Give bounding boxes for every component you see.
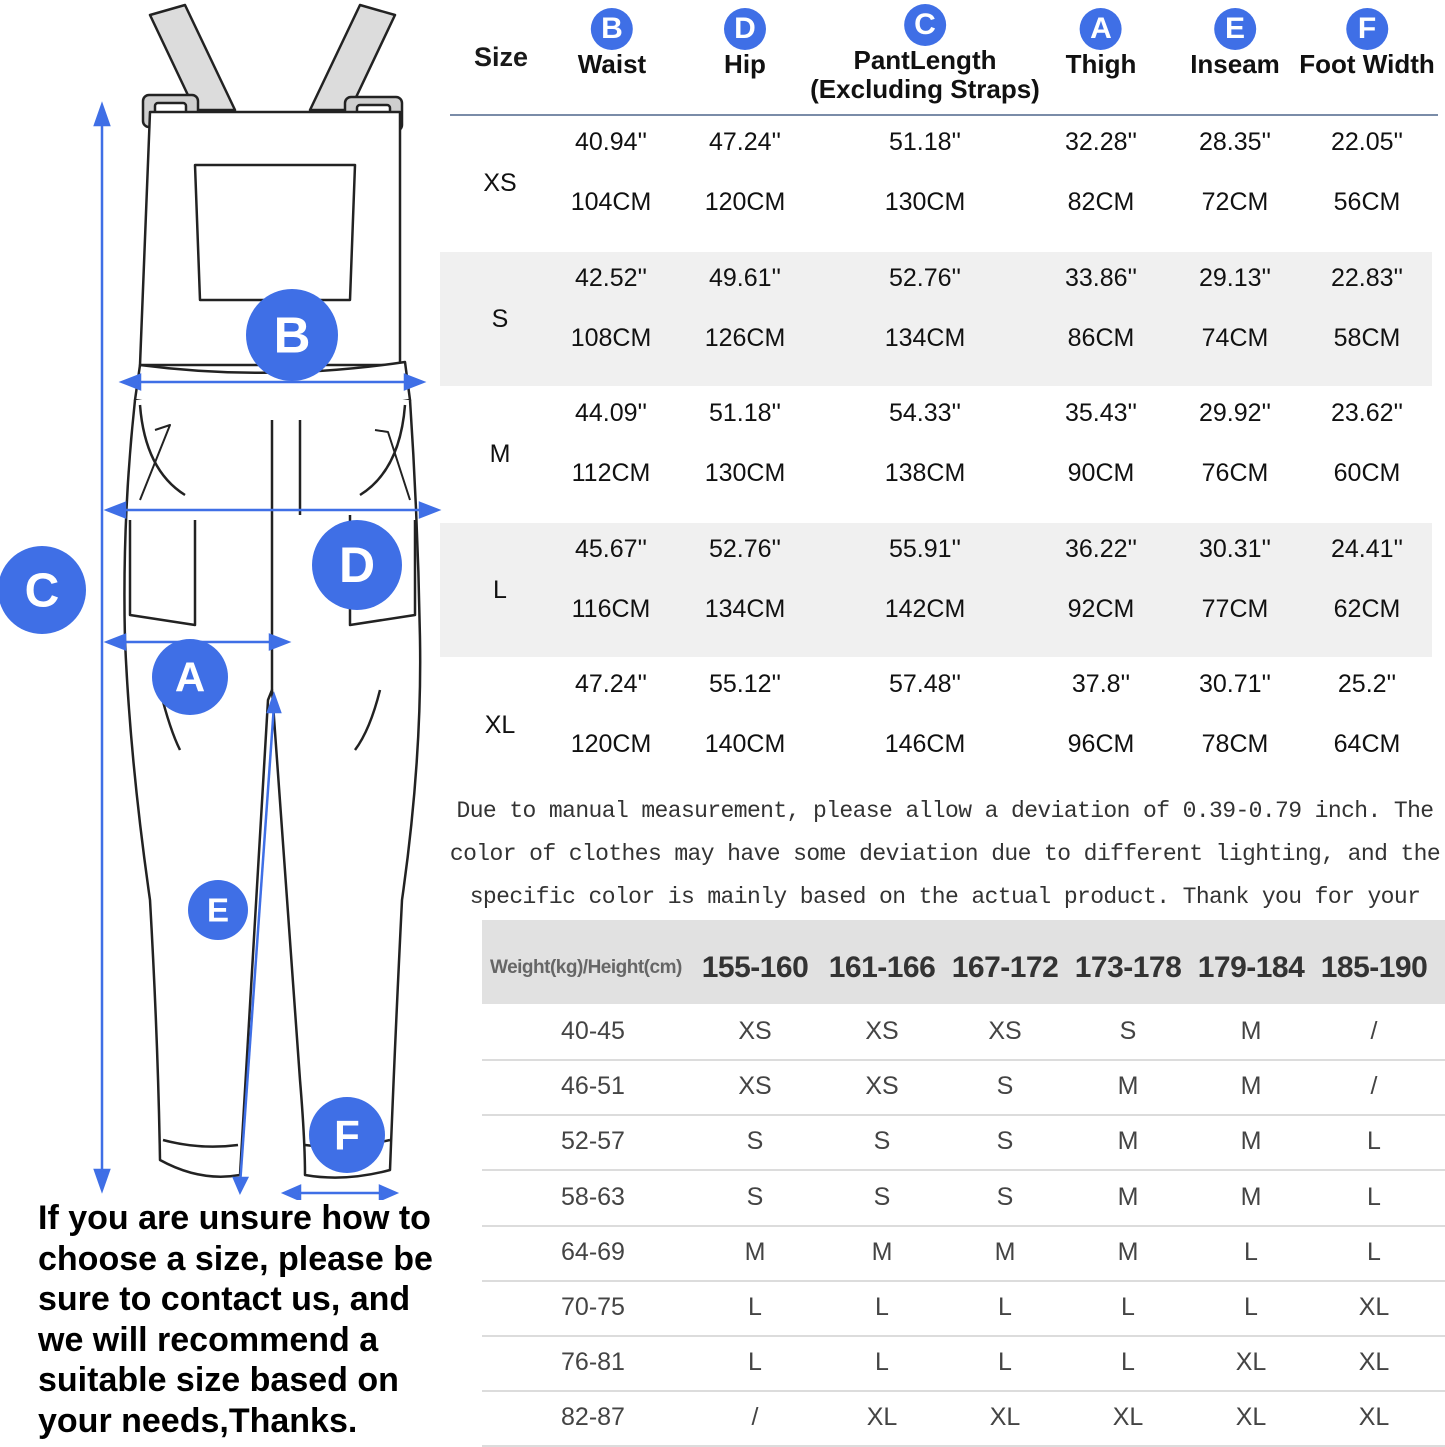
cm-value: 90CM <box>1067 459 1135 487</box>
recommended-size: M <box>1240 1127 1262 1156</box>
recommended-size: XL <box>1235 1403 1267 1432</box>
recommended-size: L <box>1121 1348 1135 1377</box>
weight-height-corner-label: Weight(kg)/Height(cm) <box>490 957 682 978</box>
recommended-size: XL <box>1358 1403 1390 1432</box>
size-name: M <box>489 440 511 468</box>
recommended-size: M <box>1117 1072 1139 1101</box>
inch-value: 52.76'' <box>888 263 962 292</box>
size-name: XL <box>484 711 516 739</box>
recommended-size: L <box>748 1348 762 1377</box>
cm-value: 116CM <box>571 594 651 623</box>
recommended-size: L <box>1367 1237 1381 1266</box>
cm-value: 126CM <box>704 323 786 352</box>
recommended-size: L <box>875 1293 889 1321</box>
size-row <box>440 116 1432 250</box>
weight-row <box>482 1390 1445 1447</box>
cm-value: 146CM <box>884 730 966 758</box>
recommended-size: S <box>996 1182 1014 1211</box>
column-label: Hip <box>724 49 766 79</box>
inch-value: 32.28'' <box>1064 128 1138 156</box>
recommended-size: S <box>746 1127 764 1156</box>
cm-value: 56CM <box>1333 188 1401 216</box>
recommended-size: XS <box>865 1017 899 1045</box>
recommended-size: / <box>1370 1017 1378 1045</box>
recommended-size: S <box>873 1182 891 1211</box>
weight-height-table-header <box>482 920 1445 1004</box>
weight-range: 70-75 <box>561 1293 625 1321</box>
cm-value: 60CM <box>1333 459 1401 487</box>
cm-value: 72CM <box>1201 188 1269 216</box>
recommended-size: S <box>996 1072 1014 1101</box>
recommended-size: XL <box>989 1403 1021 1432</box>
height-column-header: 155-160 <box>701 951 809 984</box>
height-column-header: 173-178 <box>1074 951 1182 984</box>
column-header-waist <box>578 0 646 79</box>
column-badge: A <box>1080 8 1122 50</box>
column-label: Thigh <box>1065 49 1137 79</box>
column-label: (Excluding Straps) <box>810 74 1040 104</box>
recommended-size: S <box>746 1182 764 1211</box>
inch-value: 54.33'' <box>888 399 962 427</box>
cm-value: 86CM <box>1067 323 1135 352</box>
badge-c-letter: C <box>24 564 60 618</box>
badge-f-letter: F <box>334 1111 360 1159</box>
cm-value: 134CM <box>884 323 966 352</box>
recommended-size: S <box>1119 1017 1137 1045</box>
column-badge: F <box>1346 8 1388 50</box>
inch-value: 30.71'' <box>1198 670 1272 698</box>
recommended-size: M <box>744 1237 766 1266</box>
recommended-size: M <box>1117 1127 1139 1156</box>
size-row <box>440 252 1432 386</box>
inch-value: 47.24'' <box>708 128 782 156</box>
size-name: L <box>493 575 507 604</box>
recommended-size: XL <box>1235 1348 1267 1377</box>
measurement-disclaimer: Due to manual measurement, please allow a deviation of 0.39-0.79 inch. The color of clothes may have some deviation due to different lighting, and the specific color is mainly based on the actual product. Thank you for your <box>449 798 1441 910</box>
weight-range: 64-69 <box>561 1237 625 1266</box>
inch-value: 55.91'' <box>888 534 962 563</box>
cm-value: 62CM <box>1333 594 1401 623</box>
weight-row <box>482 1335 1445 1392</box>
cm-value: 58CM <box>1333 323 1401 352</box>
cm-value: 104CM <box>570 188 652 216</box>
inch-value: 36.22'' <box>1064 534 1138 563</box>
inch-value: 33.86'' <box>1064 263 1138 292</box>
recommended-size: L <box>748 1293 762 1321</box>
inch-value: 28.35'' <box>1198 128 1272 156</box>
cm-value: 78CM <box>1201 730 1269 758</box>
column-header-pantlength <box>810 0 1040 104</box>
weight-range: 76-81 <box>561 1348 625 1377</box>
recommended-size: L <box>1367 1182 1381 1211</box>
weight-range: 40-45 <box>561 1017 625 1045</box>
cm-value: 120CM <box>570 730 652 758</box>
weight-row <box>482 1004 1445 1061</box>
cm-value: 130CM <box>704 459 786 487</box>
overalls-measurement-figure <box>0 0 445 1200</box>
column-badge: D <box>724 8 766 50</box>
recommended-size: S <box>996 1127 1014 1156</box>
weight-row <box>482 1059 1445 1116</box>
inch-value: 29.13'' <box>1198 263 1272 292</box>
recommended-size: / <box>1370 1072 1378 1101</box>
badge-a-letter: A <box>174 653 206 701</box>
cm-value: 96CM <box>1067 730 1135 758</box>
inch-value: 47.24'' <box>574 670 648 698</box>
column-header-thigh <box>1066 0 1137 79</box>
cm-value: 74CM <box>1201 323 1269 352</box>
inch-value: 42.52'' <box>574 263 648 292</box>
size-name: S <box>491 304 509 333</box>
recommended-size: XL <box>866 1403 898 1432</box>
recommended-size: M <box>1240 1182 1262 1211</box>
cm-value: 108CM <box>570 323 652 352</box>
size-table-header <box>450 0 1445 116</box>
cm-value: 134CM <box>704 594 786 623</box>
height-column-header: 167-172 <box>951 951 1059 984</box>
recommended-size: XS <box>738 1017 772 1045</box>
inch-value: 40.94'' <box>574 128 648 156</box>
height-column-header: 179-184 <box>1197 951 1305 984</box>
inch-value: 22.83'' <box>1330 263 1404 292</box>
weight-row <box>482 1225 1445 1282</box>
recommended-size: / <box>751 1403 759 1432</box>
inch-value: 45.67'' <box>574 534 648 563</box>
recommended-size: M <box>871 1237 893 1266</box>
recommended-size: L <box>875 1348 889 1377</box>
column-badge: B <box>591 8 633 50</box>
inch-value: 23.62'' <box>1330 399 1404 427</box>
inch-value: 37.8'' <box>1071 670 1131 698</box>
recommended-size: L <box>1244 1237 1258 1266</box>
weight-range: 46-51 <box>561 1072 625 1101</box>
recommended-size: L <box>998 1348 1012 1377</box>
recommended-size: XS <box>988 1017 1022 1045</box>
inch-value: 30.31'' <box>1198 534 1272 563</box>
column-header-inseam <box>1190 0 1280 79</box>
recommended-size: S <box>873 1127 891 1156</box>
cm-value: 120CM <box>704 188 786 216</box>
weight-range: 58-63 <box>561 1182 625 1211</box>
height-column-header: 161-166 <box>828 951 936 984</box>
inch-value: 22.05'' <box>1330 128 1404 156</box>
size-column-label: Size <box>474 42 529 72</box>
recommended-size: XL <box>1358 1348 1390 1377</box>
recommended-size: L <box>1121 1293 1135 1321</box>
column-badge: E <box>1214 8 1256 50</box>
recommended-size: XL <box>1358 1293 1390 1321</box>
recommended-size: L <box>1244 1293 1258 1321</box>
column-badge: C <box>904 4 946 46</box>
size-help-note: If you are unsure how to choose a size, please be sure to contact us, and we will recommend a suitable size based on your needs,Thanks. <box>38 1199 433 1440</box>
weight-row <box>482 1280 1445 1337</box>
column-header-foot <box>1299 0 1434 79</box>
weight-range: 52-57 <box>561 1127 625 1156</box>
inch-value: 57.48'' <box>888 670 962 698</box>
weight-row <box>482 1114 1445 1171</box>
column-header-hip <box>724 0 766 79</box>
inch-value: 52.76'' <box>708 534 782 563</box>
cm-value: 138CM <box>884 459 966 487</box>
recommended-size: L <box>998 1293 1012 1321</box>
cm-value: 130CM <box>884 188 966 216</box>
inch-value: 29.92'' <box>1198 399 1272 427</box>
badge-d-letter: D <box>338 537 376 594</box>
inch-value: 55.12'' <box>708 670 782 698</box>
inch-value: 35.43'' <box>1064 399 1138 427</box>
inch-value: 51.18'' <box>708 399 782 427</box>
badge-e-letter: E <box>206 891 230 929</box>
size-row <box>440 658 1432 792</box>
recommended-size: XS <box>865 1072 899 1101</box>
recommended-size: M <box>994 1237 1016 1266</box>
cm-value: 92CM <box>1067 594 1135 623</box>
column-label: Foot Width <box>1299 49 1435 79</box>
weight-row <box>482 1170 1445 1227</box>
cm-value: 142CM <box>884 594 966 623</box>
inch-value: 51.18'' <box>888 128 962 156</box>
cm-value: 64CM <box>1333 730 1401 758</box>
height-column-header: 185-190 <box>1320 951 1428 984</box>
weight-range: 82-87 <box>561 1403 625 1432</box>
inch-value: 25.2'' <box>1337 670 1397 698</box>
cm-value: 76CM <box>1201 459 1269 487</box>
recommended-size: M <box>1117 1182 1139 1211</box>
cm-value: 82CM <box>1067 188 1135 216</box>
recommended-size: M <box>1240 1072 1262 1101</box>
column-label: Inseam <box>1190 49 1280 79</box>
recommended-size: M <box>1240 1017 1262 1045</box>
inch-value: 24.41'' <box>1330 534 1404 563</box>
recommended-size: XL <box>1112 1403 1144 1432</box>
size-name: XS <box>483 169 517 197</box>
cm-value: 140CM <box>704 730 786 758</box>
recommended-size: XS <box>738 1072 772 1101</box>
inch-value: 49.61'' <box>708 263 782 292</box>
recommended-size: L <box>1367 1127 1381 1156</box>
column-label: PantLength <box>853 45 997 75</box>
inch-value: 44.09'' <box>574 399 648 427</box>
cm-value: 112CM <box>571 459 651 487</box>
size-row <box>440 387 1432 521</box>
recommended-size: M <box>1117 1237 1139 1266</box>
badge-b-letter: B <box>273 306 311 364</box>
column-label: Waist <box>577 49 647 79</box>
cm-value: 77CM <box>1201 594 1269 623</box>
size-row <box>440 523 1432 657</box>
